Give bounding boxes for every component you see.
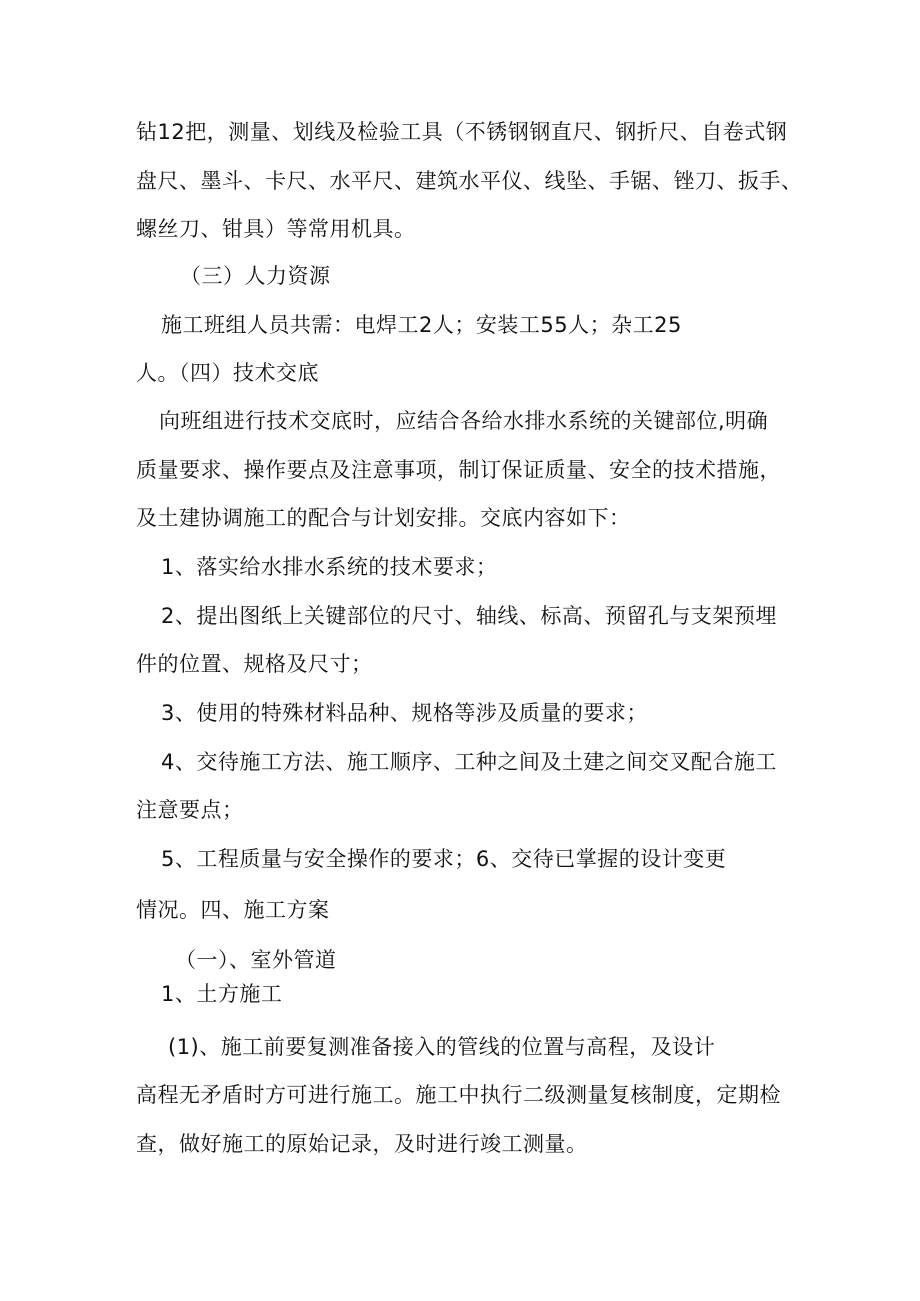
text-line: 情况。四、施工方案 (136, 898, 330, 922)
list-item: 2、提出图纸上关键部位的尺寸、轴线、标高、预留孔与支架预埋 (161, 604, 777, 628)
list-item: 4、交待施工方法、施工顺序、工种之间及土建之间交叉配合施工 (161, 750, 777, 774)
text-line: 查，做好施工的原始记录，及时进行竣工测量。 (136, 1132, 588, 1156)
subsection-heading: 1、土方施工 (161, 982, 283, 1006)
text-line: 施工班组人员共需：电焊工2人；安装工55人；杂工25 (161, 313, 682, 337)
list-item: 3、使用的特殊材料品种、规格等涉及质量的要求； (161, 701, 648, 725)
text-line: 向班组进行技术交底时，应结合各给水排水系统的关键部位,明确 (159, 409, 769, 433)
text-line: 件的位置、规格及尺寸； (136, 652, 373, 676)
text-line: 人。（四）技术交底 (136, 361, 319, 385)
list-item: 5、工程质量与安全操作的要求；6、交待已掌握的设计变更 (161, 847, 727, 871)
text-line: 注意要点； (136, 798, 244, 822)
list-item: (1)、施工前要复测准备接入的管线的位置与高程，及设计 (168, 1035, 716, 1059)
list-item: 1、落实给水排水系统的技术要求； (161, 555, 498, 579)
text-line: 高程无矛盾时方可进行施工。施工中执行二级测量复核制度，定期检 (136, 1083, 781, 1107)
text-line: 及土建协调施工的配合与计划安排。交底内容如下： (136, 506, 631, 530)
text-line: 钻12把，测量、划线及检验工具（不锈钢钢直尺、钢折尺、自卷式钢 (136, 120, 788, 144)
text-line: 盘尺、墨斗、卡尺、水平尺、建筑水平仪、线坠、手锯、锉刀、扳手、 (136, 169, 803, 193)
section-heading: （三）人力资源 (180, 264, 331, 288)
section-heading: （一）、室外管道 (175, 948, 337, 972)
text-line: 螺丝刀、钳具）等常用机具。 (136, 217, 416, 241)
text-line: 质量要求、操作要点及注意事项，制订保证质量、安全的技术措施， (136, 458, 781, 482)
